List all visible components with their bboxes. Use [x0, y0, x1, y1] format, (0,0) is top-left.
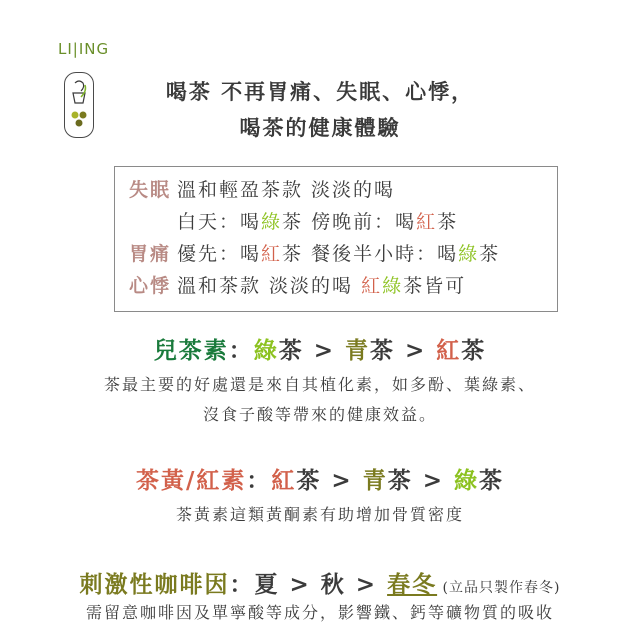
row4-a: 溫和茶款 淡淡的喝 [177, 275, 362, 297]
row3-green: 綠 [458, 243, 480, 265]
caffeine-text: 需留意咖啡因及單寧酸等成分，影響鐵、鈣等礦物質的吸收 [85, 603, 554, 622]
row3-c: 茶 餐後半小時：喝 [282, 243, 459, 265]
title-line-2: 喝茶的健康體驗 [239, 115, 401, 140]
sec3-note: (立品只製作春冬) [437, 580, 561, 596]
row2-e: 茶 [437, 211, 459, 233]
row2-green: 綠 [261, 211, 283, 233]
sec1-green: 綠 [253, 337, 279, 364]
sec1-h: 茶 [461, 337, 487, 364]
row3-e: 茶 [479, 243, 501, 265]
sec1-colon: ： [228, 337, 254, 364]
theaflavin-text: 茶黃素這類黃酮素有助增加骨質密度 [175, 505, 464, 524]
row2-text [177, 207, 458, 234]
catechin-heading [0, 332, 640, 365]
row4-green: 綠 [382, 275, 404, 297]
advice-panel [114, 166, 558, 312]
sec3-seasons: ：夏 > 秋 > [229, 571, 388, 598]
panel-row-stomach [115, 239, 557, 271]
theaflavin-heading [0, 462, 640, 495]
row2-red: 紅 [416, 211, 438, 233]
row2-a: 白天：喝 [177, 211, 262, 233]
panel-row-insomnia [115, 175, 557, 207]
label-insomnia: 失眠 [129, 179, 172, 201]
sec2-f: 茶 > [387, 467, 454, 494]
theaflavin-label: 茶黃/紅素 [136, 467, 247, 494]
row4-d: 茶皆可 [403, 275, 467, 297]
row4-red: 紅 [361, 275, 383, 297]
sec2-red: 紅 [271, 467, 297, 494]
sec2-oolong: 青 [362, 467, 388, 494]
row1-text: 溫和輕盈茶款 淡淡的喝 [177, 179, 396, 201]
row2-c: 茶 傍晚前：喝 [282, 211, 417, 233]
catechin-text-2: 沒食子酸等帶來的健康效益。 [202, 405, 437, 424]
sec2-colon: ： [246, 467, 272, 494]
row3-red: 紅 [261, 243, 283, 265]
sec1-d: 茶 > [278, 337, 345, 364]
row3-text [177, 239, 500, 266]
sec3-spring-winter: 春冬 [387, 571, 438, 598]
sec2-d: 茶 > [296, 467, 363, 494]
panel-row-palpitation [115, 271, 557, 303]
title-line-1: 喝茶 不再胃痛、失眠、心悸， [165, 79, 475, 104]
sec2-green: 綠 [454, 467, 479, 494]
label-stomach: 胃痛 [129, 243, 172, 265]
panel-row-daytime [115, 207, 557, 239]
catechin-text-1: 茶最主要的好處還是來自其植化素，如多酚、葉綠素、 [103, 375, 536, 394]
brand-logo-text: LI|ING [58, 40, 110, 58]
catechin-label: 兒茶素 [153, 337, 229, 364]
sec2-h: 茶 [479, 467, 504, 494]
caffeine-label: 刺激性咖啡因 [79, 571, 230, 598]
caffeine-heading [0, 566, 640, 599]
sec1-red: 紅 [436, 337, 462, 364]
sec1-f: 茶 > [370, 337, 437, 364]
row3-a: 優先：喝 [177, 243, 262, 265]
row4-text [177, 271, 466, 298]
sec1-oolong: 青 [345, 337, 370, 364]
label-palpitation: 心悸 [129, 275, 172, 297]
